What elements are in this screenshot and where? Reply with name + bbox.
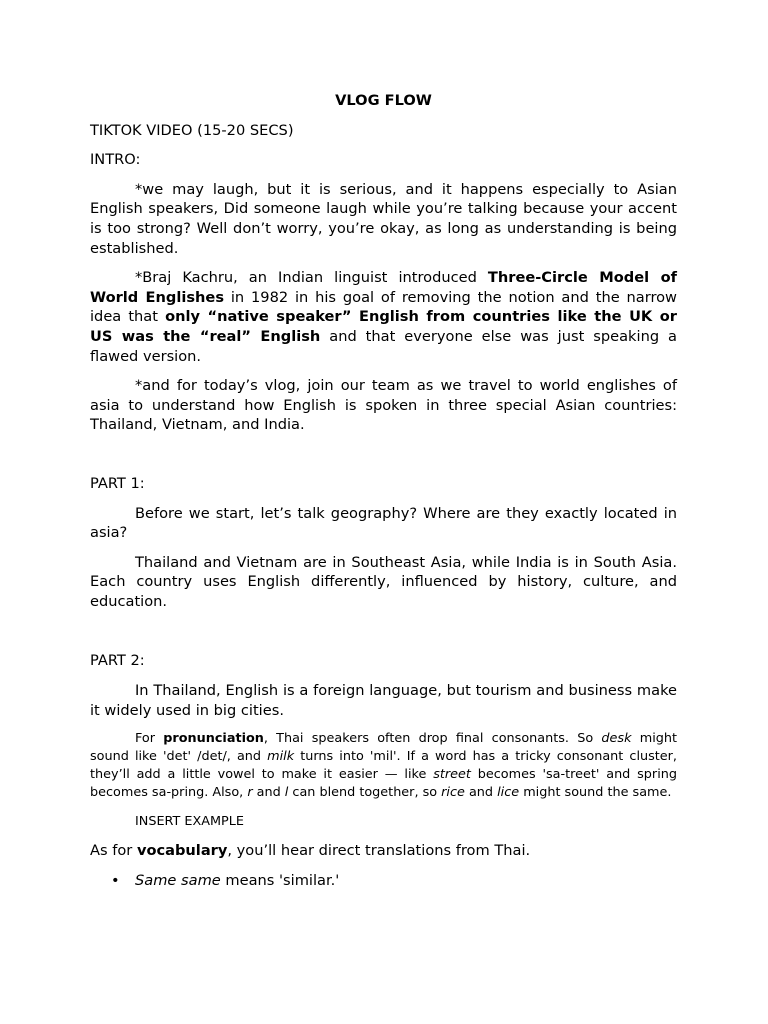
letter-r-italic: r (247, 785, 253, 801)
pron-text-2: , Thai speakers often drop final consonants. So (263, 731, 602, 747)
vocabulary-bold: vocabulary (136, 842, 228, 860)
three-circle-model-bold: Three-Circle Model of World Englishes (90, 269, 677, 306)
part1-heading: PART 1: (90, 474, 145, 492)
pronunciation-bold: pronunciation (163, 731, 264, 747)
part1-paragraph-2: Thailand and Vietnam are in Southeast Asia, while India is in South Asia. Each country uses English differently, influenced by history, culture, and education. (90, 553, 677, 610)
intro-paragraph-2 (90, 268, 677, 366)
word-milk-italic: milk (267, 749, 295, 765)
list-item (90, 871, 677, 891)
bullet-text: means 'similar.' (220, 871, 340, 889)
vocabulary-line (90, 841, 677, 861)
native-speaker-bold: only “native speaker” English from countries like the UK or US was the “real” English (90, 308, 677, 345)
intro-p2-text-2: in 1982 in his goal of removing the notion and the narrow idea that (90, 288, 677, 326)
pron-text-5: becomes 'sa-treet' and spring becomes sa-pring. Also, (90, 767, 677, 801)
pronunciation-paragraph (90, 730, 677, 802)
intro-paragraph-1: *we may laugh, but it is serious, and it happens especially to Asian English speakers, Did someone laugh while you’re talking because your accent is too strong? Well don’t worry, you’re okay, as long as understanding is being established. (90, 180, 677, 257)
vocabulary-bullet-list (90, 871, 677, 891)
pron-text-7: can blend together, so (288, 785, 442, 801)
pron-text-6: and (252, 785, 285, 801)
word-rice-italic: rice (441, 785, 465, 801)
intro-p2-text-3: and that everyone else was just speaking a flawed version. (90, 327, 677, 365)
pron-text-9: might sound the same. (519, 785, 672, 801)
insert-example-note: INSERT EXAMPLE (135, 814, 244, 830)
spacer (90, 621, 677, 651)
part1-paragraph-1: Before we start, let’s talk geography? Where are they exactly located in asia? (90, 504, 677, 542)
video-format-line: TIKTOK VIDEO (15-20 SECS) (90, 121, 294, 139)
document-page (90, 91, 677, 890)
pron-text-8: and (464, 785, 498, 801)
document-title: VLOG FLOW (335, 92, 432, 109)
spacer (90, 445, 677, 474)
part2-heading: PART 2: (90, 652, 145, 670)
vocab-text-2: , you’ll hear direct translations from Thai. (227, 842, 531, 860)
pron-text-4: turns into 'mil'. If a word has a tricky consonant cluster, they’ll add a little vowel to make it easier — like (90, 749, 677, 783)
part2-paragraph-1: In Thailand, English is a foreign language, but tourism and business make it widely used in big cities. (90, 682, 677, 719)
intro-paragraph-3: *and for today’s vlog, join our team as we travel to world englishes of asia to understand how English is spoken in three special Asian countries: Thailand, Vietnam, and India. (90, 377, 677, 434)
word-lice-italic: lice (497, 785, 520, 801)
letter-l-italic: l (284, 785, 289, 801)
pron-text-3: might sound like 'det' /det/, and (90, 731, 677, 765)
word-street-italic: street (433, 767, 471, 783)
vocab-text-1: As for (90, 842, 137, 860)
same-same-italic: Same same (135, 871, 221, 889)
pron-text-1: For (135, 731, 164, 747)
word-desk-italic: desk (601, 731, 632, 747)
intro-p2-text-1: *Braj Kachru, an Indian linguist introduced (135, 269, 488, 287)
intro-heading: INTRO: (90, 151, 141, 169)
bullet-icon: • (111, 871, 120, 889)
